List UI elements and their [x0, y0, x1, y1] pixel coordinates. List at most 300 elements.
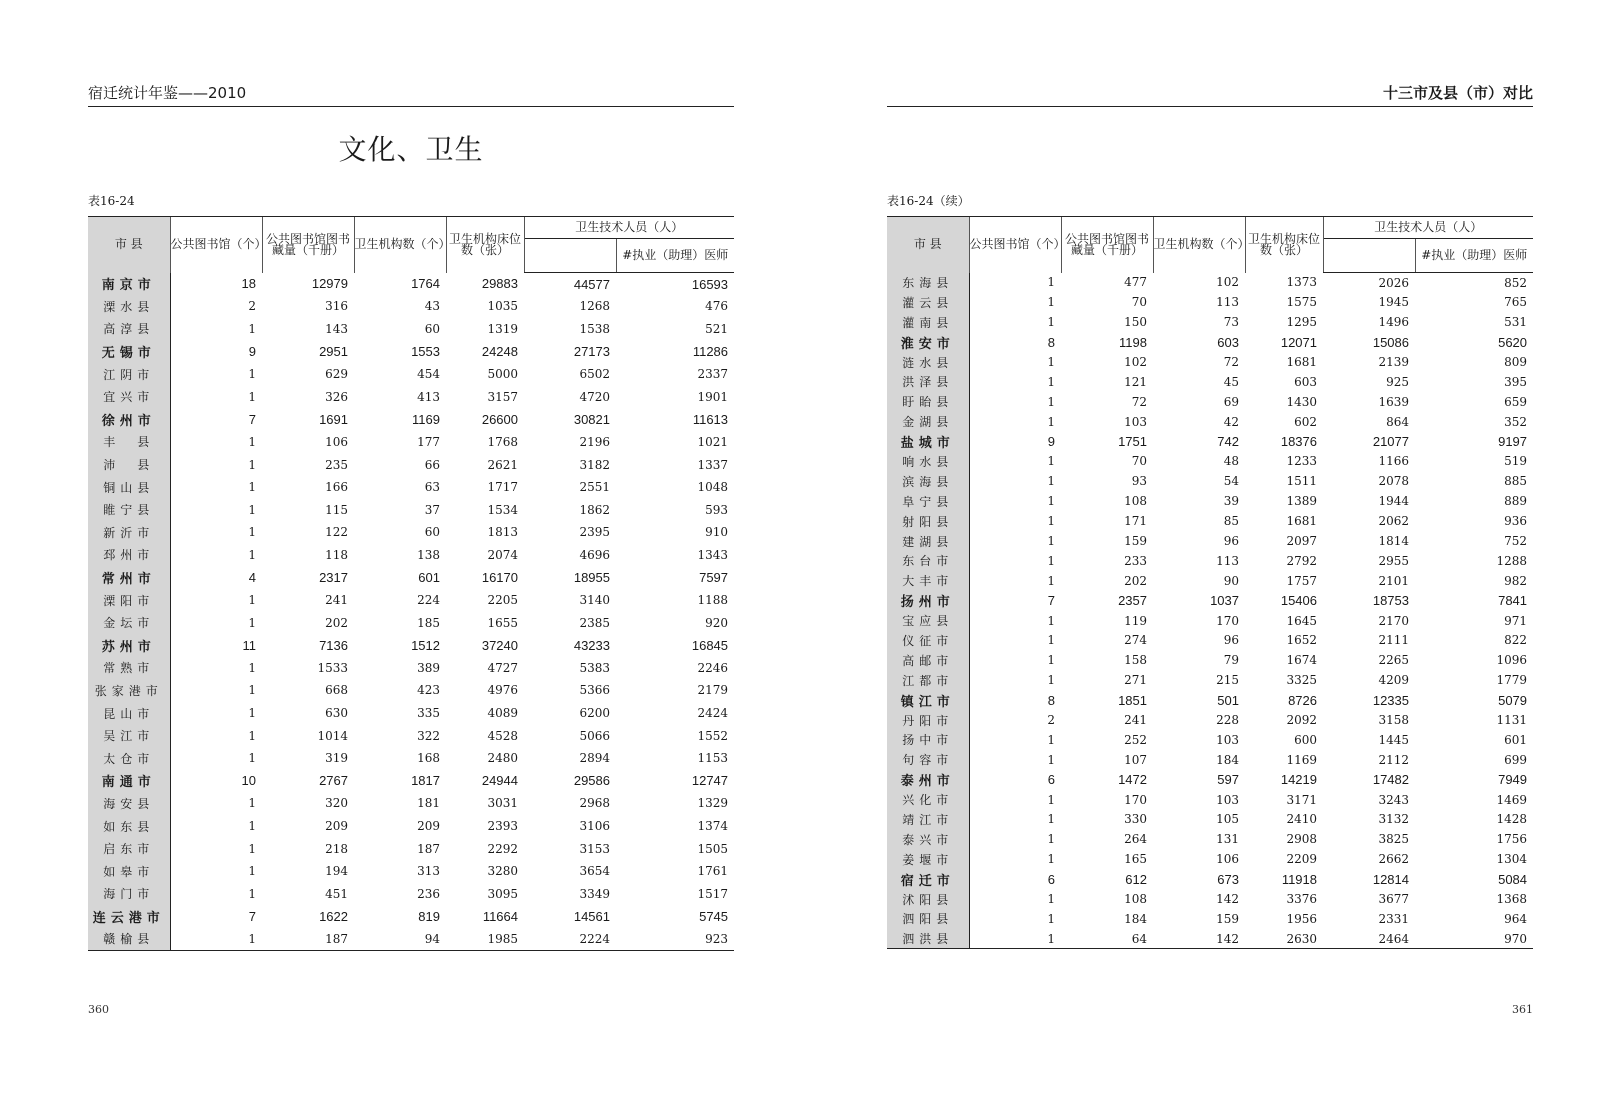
table-row: [887, 750, 1533, 770]
region-name-cell: 盱眙县: [887, 392, 969, 412]
table-row: [88, 883, 734, 906]
table-row: [88, 792, 734, 815]
value-cell: 90: [1223, 573, 1239, 588]
table-row: [88, 589, 734, 612]
value-cell: 1862: [579, 502, 610, 517]
value-cell: 106: [1216, 852, 1239, 867]
region-name-cell: 如皋市: [88, 860, 170, 883]
value-cell: 187: [262, 928, 354, 951]
value-cell: 1622: [319, 908, 348, 924]
value-cell: 3654: [579, 864, 610, 879]
value-cell: 1: [969, 929, 1061, 949]
value-cell: 1814: [1378, 534, 1409, 549]
value-cell: 765: [1504, 295, 1528, 310]
value-cell: 1681: [1286, 514, 1317, 529]
table-row: [887, 670, 1533, 690]
value-cell: 593: [705, 502, 729, 517]
value-cell: 1: [1047, 673, 1055, 688]
value-cell: 9: [1047, 434, 1055, 450]
region-name-cell: 铜山县: [88, 476, 170, 499]
region-name-cell: 金湖县: [887, 412, 969, 432]
value-cell: 936: [1504, 514, 1528, 529]
value-cell: 106: [325, 434, 348, 449]
value-cell: 264: [1124, 832, 1147, 847]
value-cell: 215: [1216, 673, 1239, 688]
region-name-cell: 射阳县: [887, 511, 969, 531]
region-name-cell: 新沂市: [88, 521, 170, 544]
region-name-cell: 涟水县: [887, 352, 969, 372]
value-cell: 103: [1124, 414, 1147, 429]
value-cell: 3182: [579, 457, 610, 472]
value-cell: 2317: [319, 570, 348, 586]
table-row: [88, 408, 734, 431]
right-page: [887, 0, 1533, 1099]
header-libraries: 公共图书馆（个）: [170, 217, 262, 273]
region-name-cell: 溧阳市: [88, 589, 170, 612]
table-row: [88, 340, 734, 363]
value-cell: 15406: [1280, 593, 1317, 609]
value-cell: 73: [1223, 315, 1239, 330]
value-cell: 2393: [487, 819, 518, 834]
value-cell: 7841: [1498, 593, 1528, 609]
value-cell: 1169: [1286, 752, 1317, 767]
value-cell: 1: [1047, 534, 1055, 549]
value-cell: 1764: [411, 276, 440, 292]
value-cell: 1645: [1286, 613, 1317, 628]
table-row: [88, 657, 734, 680]
value-cell: 3095: [487, 886, 518, 901]
table-row: [88, 860, 734, 883]
value-cell: 822: [1504, 633, 1528, 648]
value-cell: 3825: [1378, 832, 1409, 847]
value-cell: 1: [248, 321, 256, 336]
value-cell: 352: [1504, 414, 1528, 429]
value-cell: 4: [248, 570, 256, 586]
value-cell: 1: [248, 683, 256, 698]
value-cell: 612: [1125, 871, 1147, 887]
table-body: [88, 273, 734, 951]
value-cell: 1: [1047, 573, 1055, 588]
value-cell: 1: [1047, 514, 1055, 529]
value-cell: 9: [248, 344, 256, 360]
table-row: [887, 730, 1533, 750]
region-name-cell: 赣榆县: [88, 928, 170, 951]
region-name-cell: 东台市: [887, 551, 969, 571]
value-cell: 96: [1223, 534, 1239, 549]
table-row: [88, 295, 734, 318]
value-cell: 194: [325, 864, 348, 879]
value-cell: 1337: [697, 457, 729, 472]
value-cell: 3677: [1378, 892, 1409, 907]
value-cell: 1: [1047, 892, 1055, 907]
value-cell: 423: [417, 683, 440, 698]
region-name-cell: 海门市: [88, 883, 170, 906]
value-cell: 3158: [1378, 713, 1409, 728]
region-name-cell: 丰 县: [88, 431, 170, 454]
value-cell: 2092: [1286, 713, 1317, 728]
value-cell: 2955: [1378, 553, 1409, 568]
value-cell: 1553: [411, 344, 440, 360]
value-cell: 1: [248, 819, 256, 834]
value-cell: 11613: [692, 411, 729, 427]
value-cell: 9197: [1498, 434, 1528, 450]
header-spacer: [1323, 239, 1415, 273]
value-cell: 8: [1047, 334, 1055, 350]
value-cell: 1533: [317, 660, 348, 675]
value-cell: 1761: [697, 864, 729, 879]
value-cell: 2551: [579, 480, 610, 495]
table-row: [88, 453, 734, 476]
value-cell: 7136: [319, 637, 348, 653]
value-cell: 601: [1504, 732, 1528, 747]
value-cell: 923: [616, 928, 734, 951]
value-cell: 166: [325, 480, 348, 495]
value-cell: 1517: [697, 886, 729, 901]
value-cell: 1756: [1496, 832, 1528, 847]
value-cell: 1: [248, 864, 256, 879]
value-cell: 39: [1223, 494, 1239, 509]
value-cell: 69: [1223, 394, 1239, 409]
value-cell: 1717: [487, 480, 518, 495]
region-name-cell: 张家港市: [88, 679, 170, 702]
value-cell: 150: [1124, 315, 1147, 330]
value-cell: 1655: [487, 615, 518, 630]
region-name-cell: 东海县: [887, 273, 969, 293]
value-cell: 11664: [482, 908, 518, 924]
region-name-cell: 金坛市: [88, 611, 170, 634]
value-cell: 1472: [1118, 772, 1147, 788]
value-cell: 673: [1217, 871, 1239, 887]
table-row: [887, 392, 1533, 412]
value-cell: 1: [1047, 374, 1055, 389]
value-cell: 96: [1223, 633, 1239, 648]
table-row: [887, 551, 1533, 571]
value-cell: 1428: [1496, 812, 1528, 827]
value-cell: 60: [424, 321, 440, 336]
table-row: [887, 631, 1533, 651]
value-cell: 16170: [481, 570, 518, 586]
value-cell: 1268: [579, 299, 610, 314]
table-row: [88, 679, 734, 702]
table-row: [887, 511, 1533, 531]
region-name-cell: 江阴市: [88, 363, 170, 386]
value-cell: 1: [248, 841, 256, 856]
value-cell: 1768: [487, 434, 518, 449]
value-cell: 241: [1124, 713, 1147, 728]
value-cell: 1: [1047, 494, 1055, 509]
table-row: [88, 724, 734, 747]
value-cell: 1188: [697, 593, 729, 608]
value-cell: 1: [248, 886, 256, 901]
table-row: [887, 889, 1533, 909]
header-beds: 卫生机构床位数（张）: [1245, 217, 1323, 273]
header-region: 市 县: [88, 217, 170, 273]
value-cell: 63: [424, 480, 440, 495]
value-cell: 18753: [1372, 593, 1409, 609]
value-cell: 1: [248, 706, 256, 721]
value-cell: 131: [1216, 832, 1239, 847]
table-row: [887, 352, 1533, 372]
value-cell: 2331: [1378, 911, 1409, 926]
header-beds: 卫生机构床位数（张）: [446, 217, 524, 273]
value-cell: 519: [1504, 454, 1528, 469]
value-cell: 7: [248, 908, 256, 924]
value-cell: 177: [417, 434, 440, 449]
header-spacer: [524, 239, 616, 273]
value-cell: 1: [1047, 792, 1055, 807]
table-row: [887, 909, 1533, 929]
table-row: [887, 292, 1533, 312]
value-cell: 1985: [446, 928, 524, 951]
value-cell: 2265: [1378, 653, 1409, 668]
value-cell: 3171: [1286, 792, 1317, 807]
table-row: [887, 690, 1533, 710]
value-cell: 925: [1386, 374, 1409, 389]
value-cell: 18376: [1280, 434, 1317, 450]
region-name-cell: 徐州市: [88, 408, 170, 431]
value-cell: 320: [325, 796, 348, 811]
value-cell: 2205: [487, 593, 518, 608]
value-cell: 2894: [579, 751, 610, 766]
table-row: [88, 476, 734, 499]
value-cell: 7949: [1498, 772, 1528, 788]
region-name-cell: 高邮市: [887, 650, 969, 670]
header-institutions: 卫生机构数（个）: [1153, 217, 1245, 273]
table-row: [88, 747, 734, 770]
value-cell: 1: [1047, 414, 1055, 429]
table-row: [88, 702, 734, 725]
value-cell: 600: [1294, 732, 1317, 747]
header-institutions: 卫生机构数（个）: [354, 217, 446, 273]
value-cell: 241: [325, 593, 348, 608]
value-cell: 1944: [1378, 494, 1409, 509]
value-cell: 184: [1216, 752, 1239, 767]
value-cell: 1198: [1119, 334, 1147, 350]
value-cell: 15086: [1372, 334, 1409, 350]
value-cell: 2: [1047, 713, 1055, 728]
section-title: 文化、卫生: [338, 133, 484, 166]
table-row: [88, 273, 734, 296]
value-cell: 2621: [487, 457, 518, 472]
value-cell: 119: [1124, 613, 1147, 628]
value-cell: 1329: [697, 796, 729, 811]
region-name-cell: 宿迁市: [887, 869, 969, 889]
table-row: [88, 318, 734, 341]
value-cell: 5084: [1498, 871, 1528, 887]
region-name-cell: 扬州市: [887, 591, 969, 611]
value-cell: 142: [1216, 892, 1239, 907]
value-cell: 885: [1504, 474, 1528, 489]
region-name-cell: 泰兴市: [887, 829, 969, 849]
value-cell: 3153: [579, 841, 610, 856]
value-cell: 6: [1047, 871, 1055, 887]
table-row: [88, 905, 734, 928]
table-row: [887, 869, 1533, 889]
value-cell: 2767: [319, 773, 348, 789]
value-cell: 12979: [311, 276, 348, 292]
table-row: [887, 611, 1533, 631]
value-cell: 1389: [1286, 494, 1317, 509]
value-cell: 1681: [1286, 355, 1317, 369]
value-cell: 630: [325, 706, 348, 721]
page-number: 361: [1512, 1003, 1533, 1016]
value-cell: 181: [417, 796, 440, 811]
value-cell: 171: [1124, 514, 1147, 529]
table-row: [887, 452, 1533, 472]
value-cell: 2246: [697, 660, 729, 675]
value-cell: 94: [354, 928, 446, 951]
value-cell: 2026: [1378, 275, 1409, 290]
value-cell: 1233: [1286, 454, 1317, 469]
value-cell: 819: [418, 908, 440, 924]
value-cell: 1430: [1286, 394, 1317, 409]
value-cell: 103: [1216, 792, 1239, 807]
value-cell: 70: [1131, 454, 1147, 469]
value-cell: 3132: [1378, 812, 1409, 827]
region-name-cell: 泰州市: [887, 770, 969, 790]
value-cell: 2951: [319, 344, 348, 360]
region-name-cell: 响水县: [887, 452, 969, 472]
value-cell: 1: [248, 593, 256, 608]
value-cell: 24248: [481, 344, 518, 360]
value-cell: 121: [1124, 374, 1147, 389]
region-name-cell: 苏州市: [88, 634, 170, 657]
value-cell: 1512: [411, 637, 440, 653]
running-head-text: 十三市及县（市）对比: [1382, 84, 1533, 102]
value-cell: 44577: [573, 276, 610, 292]
value-cell: 1945: [1378, 295, 1409, 310]
region-name-cell: 南京市: [88, 273, 170, 296]
value-cell: 1: [170, 928, 262, 951]
value-cell: 85: [1223, 514, 1239, 529]
value-cell: 1169: [412, 411, 440, 427]
value-cell: 970: [1415, 929, 1533, 949]
value-cell: 668: [325, 683, 348, 698]
table-row: [887, 650, 1533, 670]
value-cell: 1534: [487, 502, 518, 517]
value-cell: 971: [1504, 613, 1528, 628]
value-cell: 209: [325, 819, 348, 834]
value-cell: 5620: [1498, 334, 1528, 350]
table-row: [88, 611, 734, 634]
value-cell: 477: [1124, 275, 1147, 290]
value-cell: 1674: [1286, 653, 1317, 668]
region-name-cell: 常熟市: [88, 657, 170, 680]
value-cell: 115: [325, 502, 348, 517]
value-cell: 752: [1504, 534, 1528, 549]
value-cell: 2078: [1378, 474, 1409, 489]
value-cell: 1: [248, 660, 256, 675]
value-cell: 165: [1124, 852, 1147, 867]
value-cell: 629: [325, 367, 348, 382]
region-name-cell: 洪泽县: [887, 372, 969, 392]
region-name-cell: 常州市: [88, 566, 170, 589]
value-cell: 1817: [411, 773, 440, 789]
value-cell: 235: [325, 457, 348, 472]
region-name-cell: 江都市: [887, 670, 969, 690]
value-cell: 12335: [1372, 692, 1409, 708]
value-cell: 2792: [1286, 553, 1317, 568]
value-cell: 531: [1504, 315, 1528, 330]
running-head-text: 宿迁统计年鉴——2010: [88, 84, 247, 102]
value-cell: 4696: [579, 547, 610, 562]
table-row: [88, 928, 734, 951]
value-cell: 24944: [481, 773, 518, 789]
value-cell: 699: [1504, 752, 1528, 767]
value-cell: 11: [242, 637, 256, 653]
value-cell: 6502: [579, 367, 610, 382]
value-cell: 1374: [697, 819, 729, 834]
region-name-cell: 靖江市: [887, 810, 969, 830]
value-cell: 122: [325, 525, 348, 540]
table-row: [887, 491, 1533, 511]
value-cell: 8726: [1288, 692, 1317, 708]
value-cell: 319: [325, 751, 348, 766]
value-cell: 108: [1124, 494, 1147, 509]
value-cell: 252: [1124, 732, 1147, 747]
value-cell: 3157: [487, 389, 518, 404]
value-cell: 17482: [1372, 772, 1409, 788]
value-cell: 1: [1047, 852, 1055, 867]
value-cell: 2292: [487, 841, 518, 856]
value-cell: 852: [1504, 275, 1528, 290]
value-cell: 413: [417, 389, 440, 404]
value-cell: 1021: [697, 434, 729, 449]
table-row: [887, 929, 1533, 949]
value-cell: 30821: [573, 411, 610, 427]
value-cell: 864: [1386, 414, 1409, 429]
running-head: [887, 84, 1533, 107]
value-cell: 1: [248, 728, 256, 743]
table-row: [887, 312, 1533, 332]
value-cell: 1956: [1286, 911, 1317, 926]
region-name-cell: 泗阳县: [887, 909, 969, 929]
value-cell: 228: [1216, 713, 1239, 728]
region-name-cell: 姜堰市: [887, 849, 969, 869]
region-name-cell: 沭阳县: [887, 889, 969, 909]
table-row: [887, 571, 1533, 591]
value-cell: 1096: [1496, 653, 1528, 668]
value-cell: 5079: [1498, 692, 1528, 708]
value-cell: 1: [1047, 911, 1055, 926]
value-cell: 1552: [697, 728, 729, 743]
header-collection: 公共图书馆图书藏量（千册）: [1061, 217, 1153, 273]
value-cell: 158: [1124, 653, 1147, 668]
value-cell: 1779: [1496, 673, 1528, 688]
value-cell: 1496: [1378, 315, 1409, 330]
table-row: [88, 634, 734, 657]
value-cell: 2424: [697, 706, 729, 721]
value-cell: 1343: [697, 547, 729, 562]
value-cell: 2395: [579, 525, 610, 540]
value-cell: 5066: [579, 728, 610, 743]
value-cell: 1: [248, 502, 256, 517]
value-cell: 118: [325, 547, 348, 562]
region-name-cell: 淮安市: [887, 332, 969, 352]
value-cell: 16593: [691, 276, 729, 292]
table-row: [887, 849, 1533, 869]
value-cell: 1: [1047, 633, 1055, 648]
value-cell: 1: [248, 615, 256, 630]
value-cell: 1: [248, 796, 256, 811]
region-name-cell: 滨海县: [887, 471, 969, 491]
value-cell: 1851: [1118, 692, 1147, 708]
value-cell: 1035: [487, 299, 518, 314]
table-label: 表16-24（续）: [887, 194, 970, 208]
value-cell: 1037: [1210, 593, 1239, 609]
table-row: [887, 770, 1533, 790]
region-name-cell: 高淳县: [88, 318, 170, 341]
